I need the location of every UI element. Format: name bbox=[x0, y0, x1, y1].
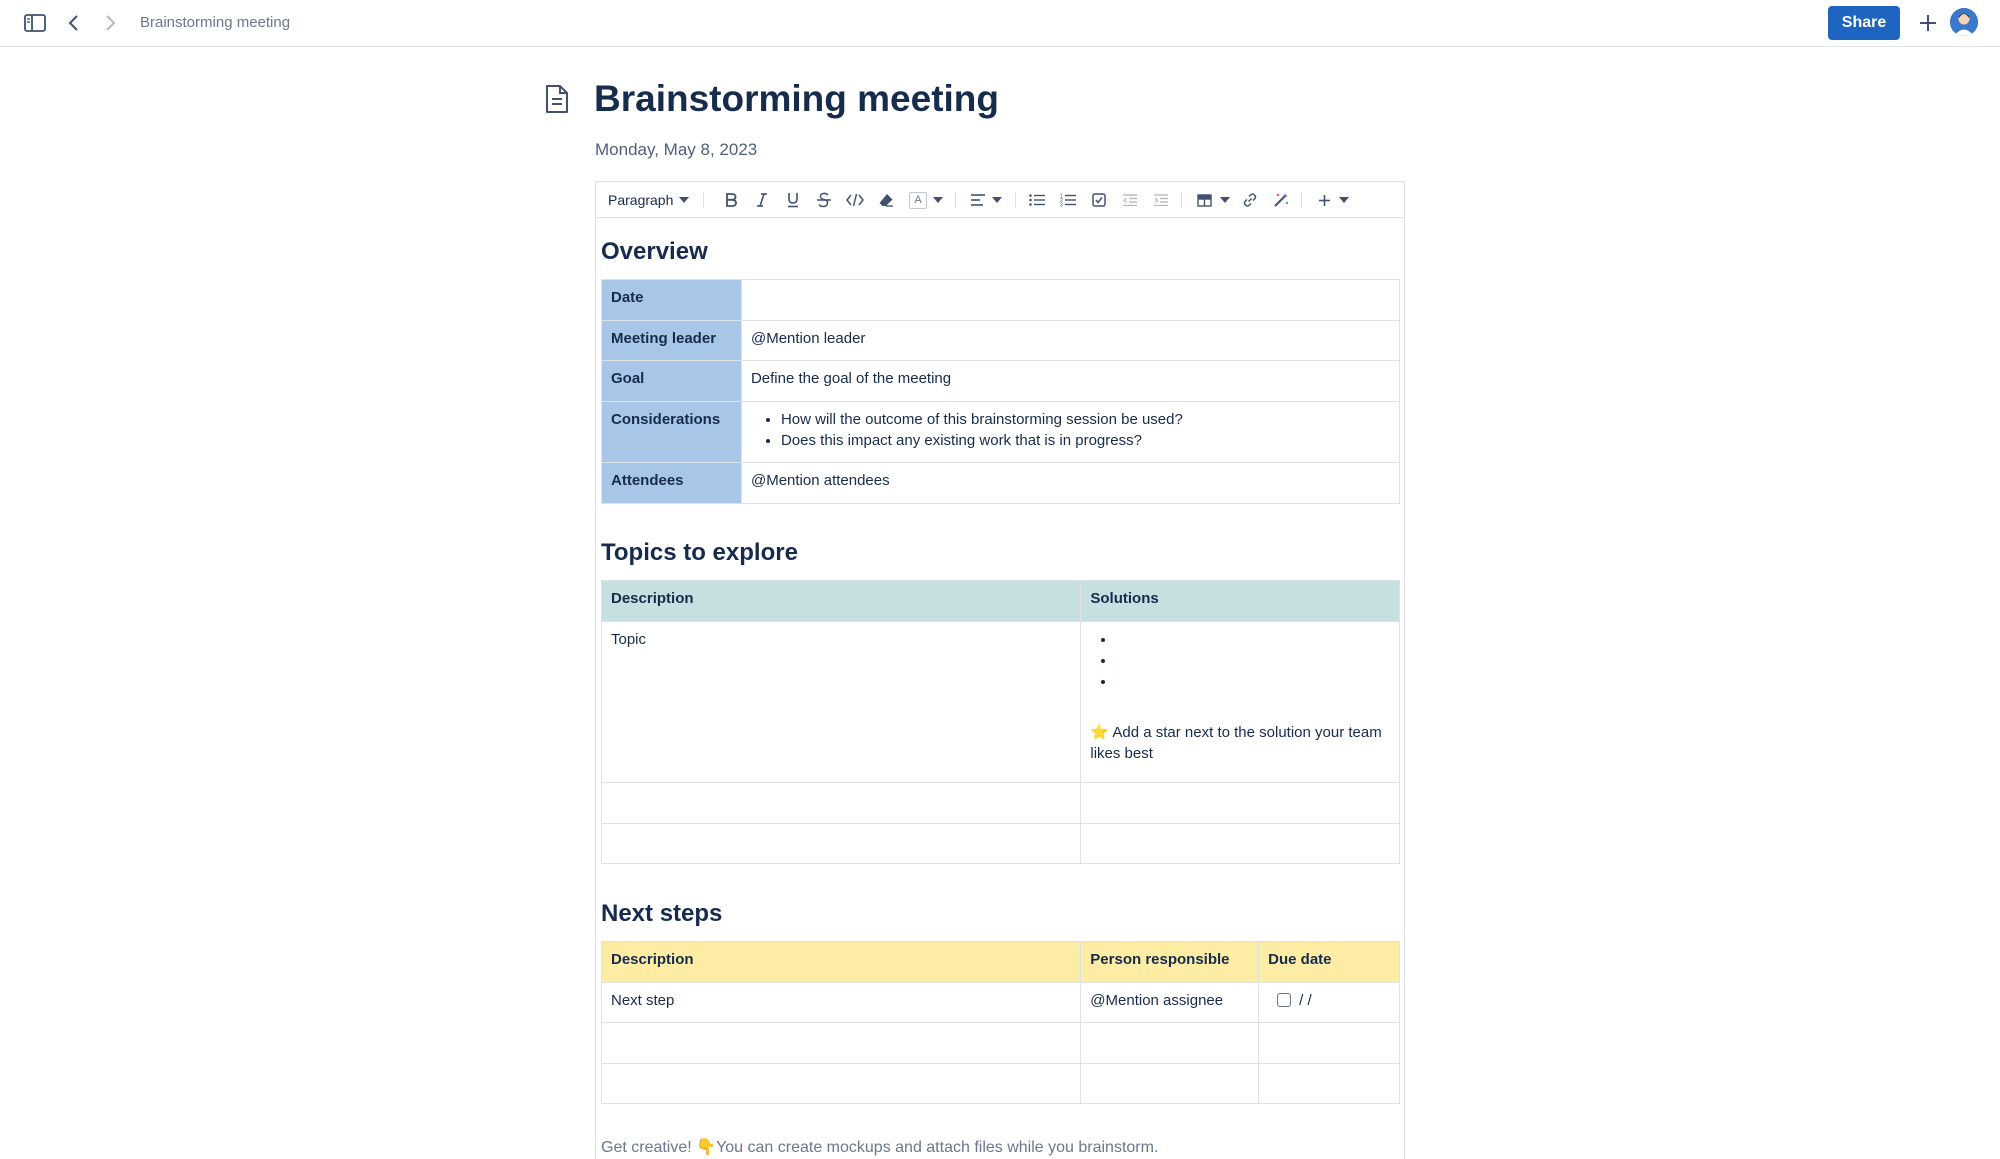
insert-dropdown[interactable] bbox=[1313, 188, 1353, 212]
next-steps-col-person[interactable]: Person responsible bbox=[1081, 942, 1259, 983]
overview-label-meeting-leader[interactable]: Meeting leader bbox=[602, 321, 742, 361]
toolbar-divider bbox=[703, 192, 704, 208]
next-step-due-date-cell[interactable] bbox=[1259, 1064, 1400, 1104]
topic-solutions-cell[interactable] bbox=[1081, 783, 1400, 824]
footer-hint-text[interactable]: Get creative! 👇You can create mockups and attach files while you brainstorm. bbox=[601, 1139, 1159, 1156]
table-icon bbox=[1197, 194, 1212, 207]
italic-icon[interactable] bbox=[751, 188, 773, 212]
task-list-icon[interactable] bbox=[1088, 188, 1110, 212]
share-button[interactable]: Share bbox=[1828, 6, 1900, 40]
table-row bbox=[602, 983, 1400, 1023]
topics-col-solutions[interactable]: Solutions bbox=[1081, 581, 1400, 622]
next-step-description-cell[interactable]: Next step bbox=[602, 983, 1081, 1023]
table-row bbox=[602, 402, 1400, 463]
sidebar-toggle-icon[interactable] bbox=[22, 11, 48, 35]
document-icon bbox=[545, 84, 573, 116]
next-step-due-date-cell[interactable] bbox=[1259, 983, 1400, 1023]
magic-wand-icon[interactable] bbox=[1270, 188, 1292, 212]
table-row bbox=[602, 581, 1400, 622]
insert-plus-icon bbox=[1318, 194, 1331, 207]
code-icon[interactable] bbox=[844, 188, 866, 212]
next-steps-table[interactable] bbox=[601, 941, 1400, 1104]
indent-icon[interactable] bbox=[1150, 188, 1172, 212]
numbered-list-icon[interactable] bbox=[1057, 188, 1079, 212]
page-title[interactable]: Brainstorming meeting bbox=[594, 78, 999, 119]
overview-value-date[interactable] bbox=[741, 280, 1399, 321]
overview-label-considerations[interactable]: Considerations bbox=[602, 402, 742, 463]
link-icon[interactable] bbox=[1239, 188, 1261, 212]
breadcrumb[interactable]: Brainstorming meeting bbox=[140, 14, 291, 31]
list-item bbox=[1116, 671, 1390, 692]
strikethrough-icon[interactable] bbox=[813, 188, 835, 212]
next-step-due-date-cell[interactable] bbox=[1259, 1023, 1400, 1064]
paragraph-style-dropdown[interactable] bbox=[608, 188, 689, 212]
topic-description-cell[interactable] bbox=[602, 824, 1081, 864]
eraser-icon[interactable] bbox=[875, 188, 897, 212]
chevron-down-icon bbox=[679, 197, 689, 203]
topic-description-cell[interactable]: Topic bbox=[602, 622, 1081, 783]
chevron-down-icon bbox=[992, 197, 1002, 203]
table-row bbox=[602, 824, 1400, 864]
next-step-description-cell[interactable] bbox=[602, 1064, 1081, 1104]
due-date-value[interactable]: / / bbox=[1299, 992, 1312, 1009]
topics-table[interactable] bbox=[601, 580, 1400, 864]
top-bar bbox=[0, 0, 2000, 47]
table-dropdown[interactable] bbox=[1193, 188, 1233, 212]
svg-text:2: 2 bbox=[1060, 198, 1063, 204]
table-row bbox=[602, 1064, 1400, 1104]
table-row bbox=[602, 783, 1400, 824]
editor[interactable] bbox=[595, 181, 1405, 1159]
overview-value-meeting-leader[interactable]: @Mention leader bbox=[741, 321, 1399, 361]
topics-col-description[interactable]: Description bbox=[602, 581, 1081, 622]
topic-solutions-cell[interactable] bbox=[1081, 824, 1400, 864]
next-step-person-cell[interactable]: @Mention assignee bbox=[1081, 983, 1259, 1023]
overview-label-goal[interactable]: Goal bbox=[602, 361, 742, 402]
bullet-list-icon[interactable] bbox=[1026, 188, 1048, 212]
create-plus-icon[interactable] bbox=[1916, 11, 1940, 35]
topics-heading[interactable]: Topics to explore bbox=[601, 539, 798, 566]
toolbar-divider bbox=[1181, 192, 1182, 208]
considerations-list bbox=[751, 409, 1390, 451]
page-date: Monday, May 8, 2023 bbox=[595, 140, 758, 159]
outdent-icon[interactable] bbox=[1119, 188, 1141, 212]
chevron-down-icon bbox=[1220, 197, 1230, 203]
overview-value-goal[interactable]: Define the goal of the meeting bbox=[741, 361, 1399, 402]
chevron-down-icon bbox=[1339, 197, 1349, 203]
list-item bbox=[1116, 650, 1390, 671]
table-row bbox=[602, 622, 1400, 783]
table-row bbox=[602, 942, 1400, 983]
overview-value-considerations[interactable] bbox=[741, 402, 1399, 463]
toolbar-divider bbox=[1015, 192, 1016, 208]
svg-text:3: 3 bbox=[1060, 202, 1063, 207]
svg-text:1: 1 bbox=[1060, 193, 1063, 200]
next-step-description-cell[interactable] bbox=[602, 1023, 1081, 1064]
toolbar-divider bbox=[1301, 192, 1302, 208]
text-color-icon: A bbox=[909, 192, 927, 209]
next-step-person-cell[interactable] bbox=[1081, 1064, 1259, 1104]
back-arrow-icon[interactable] bbox=[62, 11, 84, 35]
table-row bbox=[602, 321, 1400, 361]
overview-heading[interactable]: Overview bbox=[601, 238, 708, 265]
table-row bbox=[602, 463, 1400, 504]
table-row bbox=[602, 1023, 1400, 1064]
table-row bbox=[602, 280, 1400, 321]
topic-solutions-cell[interactable] bbox=[1081, 622, 1400, 783]
overview-label-attendees[interactable]: Attendees bbox=[602, 463, 742, 504]
next-steps-heading[interactable]: Next steps bbox=[601, 900, 723, 927]
text-color-dropdown[interactable] bbox=[906, 188, 946, 212]
toolbar-divider bbox=[955, 192, 956, 208]
overview-value-attendees[interactable]: @Mention attendees bbox=[741, 463, 1399, 504]
topic-description-cell[interactable] bbox=[602, 783, 1081, 824]
editor-toolbar bbox=[596, 182, 1404, 218]
avatar[interactable] bbox=[1950, 8, 1978, 36]
underline-icon[interactable] bbox=[782, 188, 804, 212]
next-steps-col-description[interactable]: Description bbox=[602, 942, 1081, 983]
task-checkbox[interactable] bbox=[1277, 993, 1291, 1007]
paragraph-style-label: Paragraph bbox=[608, 192, 674, 208]
solutions-list bbox=[1090, 629, 1390, 692]
overview-table[interactable] bbox=[601, 279, 1400, 504]
next-step-person-cell[interactable] bbox=[1081, 1023, 1259, 1064]
bold-icon[interactable] bbox=[720, 188, 742, 212]
align-left-icon bbox=[971, 194, 985, 206]
solution-star-note: ⭐ Add a star next to the solution your team likes best bbox=[1090, 724, 1382, 762]
list-item: • Does this impact any existing work that is in progress? bbox=[781, 430, 1390, 451]
align-dropdown[interactable] bbox=[966, 188, 1006, 212]
forward-arrow-icon[interactable] bbox=[100, 11, 122, 35]
table-row bbox=[602, 361, 1400, 402]
chevron-down-icon bbox=[933, 197, 943, 203]
list-item bbox=[1116, 629, 1390, 650]
overview-label-date[interactable]: Date bbox=[602, 280, 742, 321]
list-item: • How will the outcome of this brainstorming session be used? bbox=[781, 409, 1390, 430]
next-steps-col-due-date[interactable]: Due date bbox=[1259, 942, 1400, 983]
